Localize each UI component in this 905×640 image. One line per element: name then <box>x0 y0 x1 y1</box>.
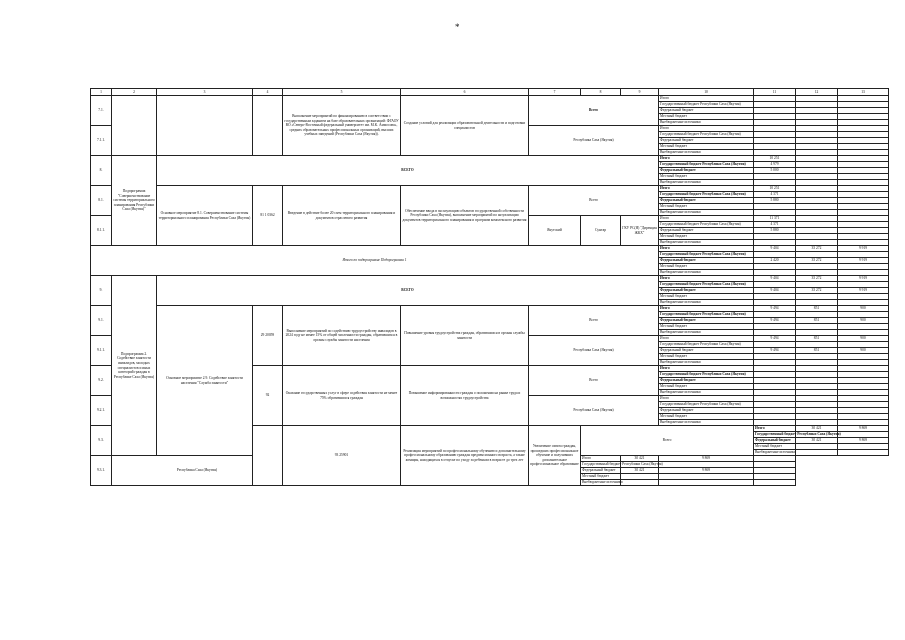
source-name: Государственный бюджет Республики Саха (Якутия) <box>659 132 754 138</box>
source-name: Федеральный бюджет <box>659 258 754 264</box>
result-text: Повышение уровня трудоустройства граждан, обратившихся в органы службы занятости <box>401 306 529 366</box>
source-name: Итого <box>659 306 754 312</box>
amount-cell: 30 421 <box>796 426 838 432</box>
source-name: Федеральный бюджет <box>659 138 754 144</box>
row-number: 7.1.1. <box>91 126 112 156</box>
amount-cell: 5 000 <box>754 168 796 174</box>
source-name: Итого <box>659 186 754 192</box>
amount-cell: 9 404 <box>754 246 796 252</box>
amount-cell: 9 919 <box>838 246 889 252</box>
amount-cell: 4 371 <box>754 222 796 228</box>
result-text: Обеспечение ввода в эксплуатацию объектов государственной собственности Республики Саха (Якутия), выполнение мероприятий по актуализации документов территориального планирования и программ комплексного развития <box>401 186 529 246</box>
source-name: Внебюджетные источники <box>659 330 754 336</box>
source-name: Федеральный бюджет <box>659 168 754 174</box>
page-mark: * <box>455 22 460 32</box>
amount-cell: 5 880 <box>754 228 796 234</box>
total-caps: ВСЕГО <box>157 156 659 186</box>
amount-cell: 4 371 <box>754 192 796 198</box>
amount-cell: 5 880 <box>754 198 796 204</box>
amount-cell: 35 272 <box>796 246 838 252</box>
settlement-cell: Сунтар <box>581 216 621 246</box>
amount-cell: 9 494 <box>754 306 796 312</box>
source-name: Внебюджетные источники <box>659 240 754 246</box>
amount-cell: 851 <box>796 348 838 354</box>
source-name: Местный бюджет <box>659 234 754 240</box>
budget-table <box>90 88 889 486</box>
source-name: Итого <box>581 456 621 462</box>
source-name: Внебюджетные источники <box>659 270 754 276</box>
subprogram-cell <box>112 96 157 156</box>
source-name: Государственный бюджет Республики Саха (Якутия) <box>659 222 754 228</box>
source-name: Федеральный бюджет <box>659 198 754 204</box>
source-name: Местный бюджет <box>659 294 754 300</box>
amount-cell: 9 494 <box>754 348 796 354</box>
header-cell: 5 <box>283 89 401 96</box>
amount-cell: 10 251 <box>754 186 796 192</box>
source-name: Местный бюджет <box>659 354 754 360</box>
source-name: Государственный бюджет Республики Саха (Якутия) <box>582 462 663 467</box>
subprogram-name: Подпрограмма "Совершенствование системы территориального планирования Республики Саха (Якутия)" <box>112 156 157 246</box>
source-name: Внебюджетные источники <box>659 300 754 306</box>
source-name: Внебюджетные источники <box>659 180 754 186</box>
total-label: Всего <box>529 96 659 126</box>
amount-cell: 11 371 <box>754 216 796 222</box>
source-name: Внебюджетные источники <box>659 210 754 216</box>
row-number: 8.1.1. <box>91 216 112 246</box>
region-label: Республика Саха (Якутия) <box>112 456 283 486</box>
row-number: 9.1.1. <box>91 336 112 366</box>
source-name: Федеральный бюджет <box>659 318 754 324</box>
row-number: 9.3.1. <box>91 456 112 486</box>
source-name: Местный бюджет <box>581 474 621 480</box>
row-number: 9.1. <box>91 306 112 336</box>
source-name: Местный бюджет <box>659 414 754 420</box>
header-cell: 12 <box>796 89 838 96</box>
source-name: Итого <box>659 396 754 402</box>
amount-cell: 900 <box>838 336 889 342</box>
amount-cell <box>621 480 659 486</box>
amount-cell: 9 869 <box>838 426 889 432</box>
source-name: Местный бюджет <box>659 204 754 210</box>
amount-cell <box>659 480 754 486</box>
amount-cell: 35 272 <box>796 276 838 282</box>
source-name: Итого <box>659 216 754 222</box>
source-name: Итого <box>659 336 754 342</box>
amount-cell: 35 272 <box>796 288 838 294</box>
code-cell: 81 1 0362 <box>253 186 283 246</box>
amount-cell: 9 869 <box>659 456 754 462</box>
total-label: Всего <box>529 306 659 336</box>
source-name: Федеральный бюджет <box>659 348 754 354</box>
amount-cell: 2 420 <box>754 258 796 264</box>
amount-cell: 4 979 <box>754 162 796 168</box>
result-text: Создание условий для реализации образовательной деятельности и подготовки специалистов <box>401 96 529 156</box>
result-text: Увеличение охвата граждан, прошедших профессиональное обучение и получивших дополнительное профессиональное образование <box>529 426 581 486</box>
code-cell: 29 20059 <box>253 306 283 366</box>
amount-cell: 851 <box>796 336 838 342</box>
source-name: Итого <box>659 96 754 102</box>
amount-cell: 9 919 <box>838 276 889 282</box>
event-text: Введение в действие более 20 схем территориального планирования и документов отраслевого развития <box>283 186 401 246</box>
main-event-name: Основное мероприятие 2.9. Содействие занятости населения "Служба занятости" <box>157 306 253 456</box>
source-name: Итого <box>659 156 754 162</box>
event-text: Реализация мероприятий по профессиональному обучению и дополнительному профессиональному образованию граждан предпенсионного возраста, а также женщин, находящихся в отпуске по уходу за ребенком в возрасте до трех лет <box>401 426 529 486</box>
source-name: Государственный бюджет Республики Саха (Якутия) <box>659 162 754 168</box>
event-text: Выполнение мероприятий по финансированию в соответствии с государственным заданием на базе образовательных организаций: ФГАОУ ВО «Северо-Восточный федеральный университет им. М.К. Аммосова», средних образовательных профессиональных организаций, высших учебных заведений (Республики Саха (Якутия)). <box>283 96 401 156</box>
result-text: Повышение информированности граждан о положении на рынке труда и возможностях трудоустройства <box>401 366 529 426</box>
header-cell: 11 <box>754 89 796 96</box>
region-label: Республика Саха (Якутия) <box>529 126 659 156</box>
code-cell: 92 <box>253 366 283 426</box>
source-name: Итого <box>754 426 796 432</box>
row-number: 9.3. <box>91 426 112 456</box>
source-name: Государственный бюджет Республики Саха (Якутия) <box>659 102 754 108</box>
amount-cell: 9 494 <box>754 318 796 324</box>
source-name: Местный бюджет <box>659 384 754 390</box>
source-name: Федеральный бюджет <box>581 468 621 474</box>
amount-cell: 9 919 <box>838 258 889 264</box>
header-cell: 4 <box>253 89 283 96</box>
amount-cell: 9 404 <box>754 276 796 282</box>
amount-cell: 9 404 <box>754 288 796 294</box>
source-name: Государственный бюджет Республики Саха (Якутия) <box>659 342 754 348</box>
executor-cell: ГКУ РС(Я) "Дирекция ЖКХ" <box>621 216 659 246</box>
row-number: 7.1. <box>91 96 112 126</box>
header-cell: 2 <box>112 89 157 96</box>
row-number: 8. <box>91 156 112 186</box>
source-name: Государственный бюджет Республики Саха (Якутия) <box>659 372 754 378</box>
subprogram-name: Подпрограмма 2. Содействие занятости инвалидов, молодых специалистов и иных категорий граждан в Республике Саха (Якутия) <box>112 276 157 456</box>
source-name: Итого <box>659 126 754 132</box>
code-cell <box>253 96 283 156</box>
amount-cell <box>838 450 889 456</box>
row-number: 8.1. <box>91 186 112 216</box>
event-text: Выполнение мероприятий по содействию трудоустройству инвалидов в 2024 году не менее 15% от общей численности граждан, обратившихся в органы службы занятости населения <box>283 306 401 366</box>
source-name: Государственный бюджет Республики Саха (Якутия) <box>659 252 754 258</box>
amount-cell <box>754 480 796 486</box>
total-caps: ВСЕГО <box>157 276 659 306</box>
source-name: Внебюджетные источники <box>582 480 623 485</box>
amount-cell: 9 869 <box>659 468 754 474</box>
amount-cell: 851 <box>796 306 838 312</box>
header-cell: 10 <box>659 89 754 96</box>
amount-cell: 10 251 <box>754 156 796 162</box>
source-name: Внебюджетные источники <box>659 390 754 396</box>
source-name: Местный бюджет <box>659 324 754 330</box>
source-name: Внебюджетные источники <box>659 360 754 366</box>
source-name: Федеральный бюджет <box>659 108 754 114</box>
amount-cell: 9 869 <box>838 438 889 444</box>
amount-cell <box>796 450 838 456</box>
header-cell: 13 <box>838 89 889 96</box>
source-name: Внебюджетные источники <box>659 120 754 126</box>
header-row <box>91 89 889 96</box>
source-name: Государственный бюджет Республики Саха (Якутия) <box>659 282 754 288</box>
source-name: Итого <box>659 276 754 282</box>
amount-cell: 9 494 <box>754 336 796 342</box>
subtotal-label: Итого по подпрограмме Подпрограмма 1 <box>91 246 659 276</box>
main-event-cell <box>157 96 253 156</box>
source-name: Местный бюджет <box>659 174 754 180</box>
amount-cell: 30 421 <box>621 468 659 474</box>
amount-cell: 900 <box>838 348 889 354</box>
source-name: Внебюджетные источники <box>755 450 796 455</box>
source-name: Внебюджетные источники <box>659 150 754 156</box>
header-cell: 8 <box>581 89 621 96</box>
source-name: Государственный бюджет Республики Саха (Якутия) <box>755 432 841 437</box>
amount-cell: 9 919 <box>838 288 889 294</box>
source-name: Государственный бюджет Республики Саха (Якутия) <box>659 192 754 198</box>
event-text: Оказание государственных услуг в сфере содействия занятости не менее 75% обратившихся граждан <box>283 366 401 426</box>
source-name: Федеральный бюджет <box>659 228 754 234</box>
source-name: Государственный бюджет Республики Саха (Якутия) <box>659 312 754 318</box>
total-label: Всего <box>529 186 659 216</box>
header-cell: 7 <box>529 89 581 96</box>
amount-cell: 35 272 <box>796 258 838 264</box>
region-label: Республика Саха (Якутия) <box>529 396 659 426</box>
row-number: 9. <box>91 276 112 306</box>
source-name: Федеральный бюджет <box>754 438 796 444</box>
source-name: Местный бюджет <box>754 444 796 450</box>
total-label: Всего <box>581 426 754 456</box>
row-number: 9.2. <box>91 366 112 396</box>
source-name: Итого <box>659 246 754 252</box>
header-cell: 3 <box>157 89 253 96</box>
source-name: Местный бюджет <box>659 144 754 150</box>
amount-cell: 900 <box>838 318 889 324</box>
header-cell: 9 <box>621 89 659 96</box>
amount-cell: 851 <box>796 318 838 324</box>
amount-cell: 30 421 <box>621 456 659 462</box>
district-cell: Якутский <box>529 216 581 246</box>
code-cell: 93 25901 <box>283 426 401 486</box>
source-name: Федеральный бюджет <box>659 408 754 414</box>
budget-table-sheet <box>90 88 888 596</box>
row-number: 9.2.1. <box>91 396 112 426</box>
source-name: Внебюджетные источники <box>659 420 754 426</box>
source-name: Местный бюджет <box>659 264 754 270</box>
region-label: Республика Саха (Якутия) <box>529 336 659 366</box>
total-label: Всего <box>529 366 659 396</box>
source-name: Государственный бюджет Республики Саха (Якутия) <box>659 402 754 408</box>
amount-cell: 30 421 <box>796 438 838 444</box>
main-event-name: Основное мероприятие 8.1. Совершенствование системы территориального планирования Республики Саха (Якутия) <box>157 186 253 246</box>
amount-cell: 900 <box>838 306 889 312</box>
source-name: Местный бюджет <box>659 114 754 120</box>
source-name: Итого <box>659 366 754 372</box>
header-cell: 6 <box>401 89 529 96</box>
source-name: Федеральный бюджет <box>659 288 754 294</box>
source-name: Федеральный бюджет <box>659 378 754 384</box>
header-cell: 1 <box>91 89 112 96</box>
